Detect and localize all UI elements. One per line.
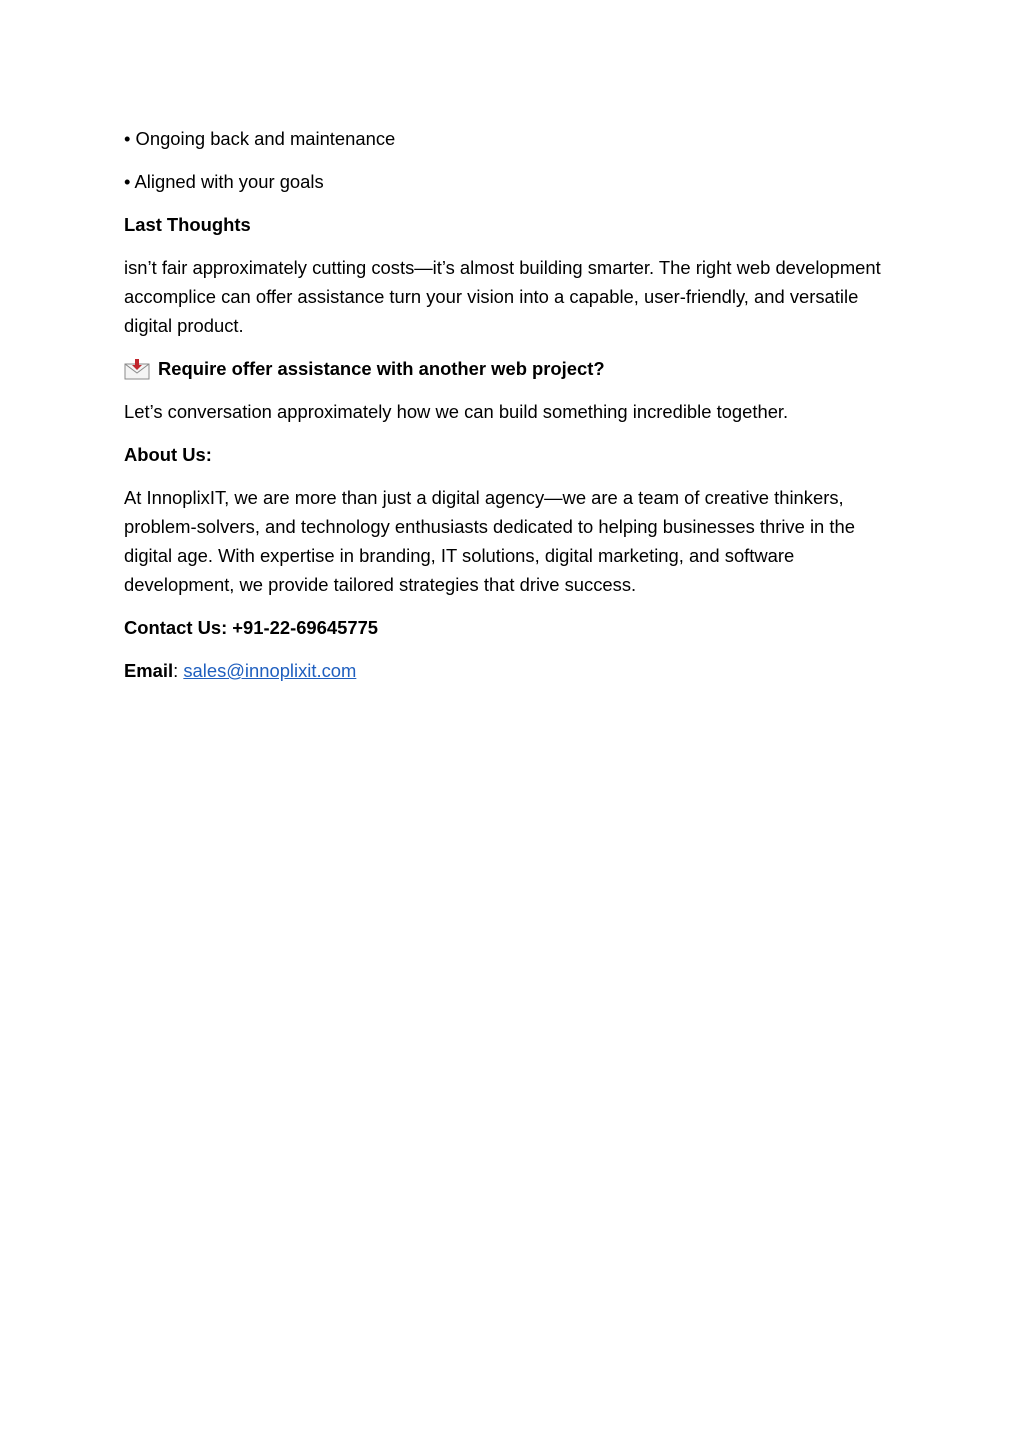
- document-content: [124, 124, 894, 699]
- bullet-aligned-goals: • Aligned with your goals: [124, 171, 324, 192]
- email-separator: :: [173, 660, 179, 681]
- email-label: Email: [124, 660, 174, 681]
- about-heading: About Us:: [124, 444, 212, 465]
- about-body: At InnoplixIT, we are more than just a digital agency—we are a team of creative thinkers, problem-solvers, and technology enthusiasts dedicated to helping businesses thrive in the digital age. With expertise in branding, IT solutions, digital marketing, and software development, we provide tailored strategies that drive success.: [124, 487, 855, 595]
- last-thoughts-body: isn’t fair approximately cutting costs—it’s almost building smarter. The right web development accomplice can offer assistance turn your vision into a capable, user-friendly, and versatile digital product.: [124, 257, 881, 336]
- cta-body: Let’s conversation approximately how we can build something incredible together.: [124, 401, 789, 422]
- email-link[interactable]: sales@innoplixit.com: [183, 660, 357, 681]
- cta-heading-row: [124, 354, 894, 383]
- email-line: [124, 656, 894, 685]
- mail-inbox-icon: [124, 358, 150, 380]
- cta-heading: Require offer assistance with another web project?: [158, 358, 605, 379]
- bullet-ongoing-maintenance: • Ongoing back and maintenance: [124, 128, 396, 149]
- last-thoughts-heading: Last Thoughts: [124, 214, 251, 235]
- contact-phone: Contact Us: +91-22-69645775: [124, 617, 379, 638]
